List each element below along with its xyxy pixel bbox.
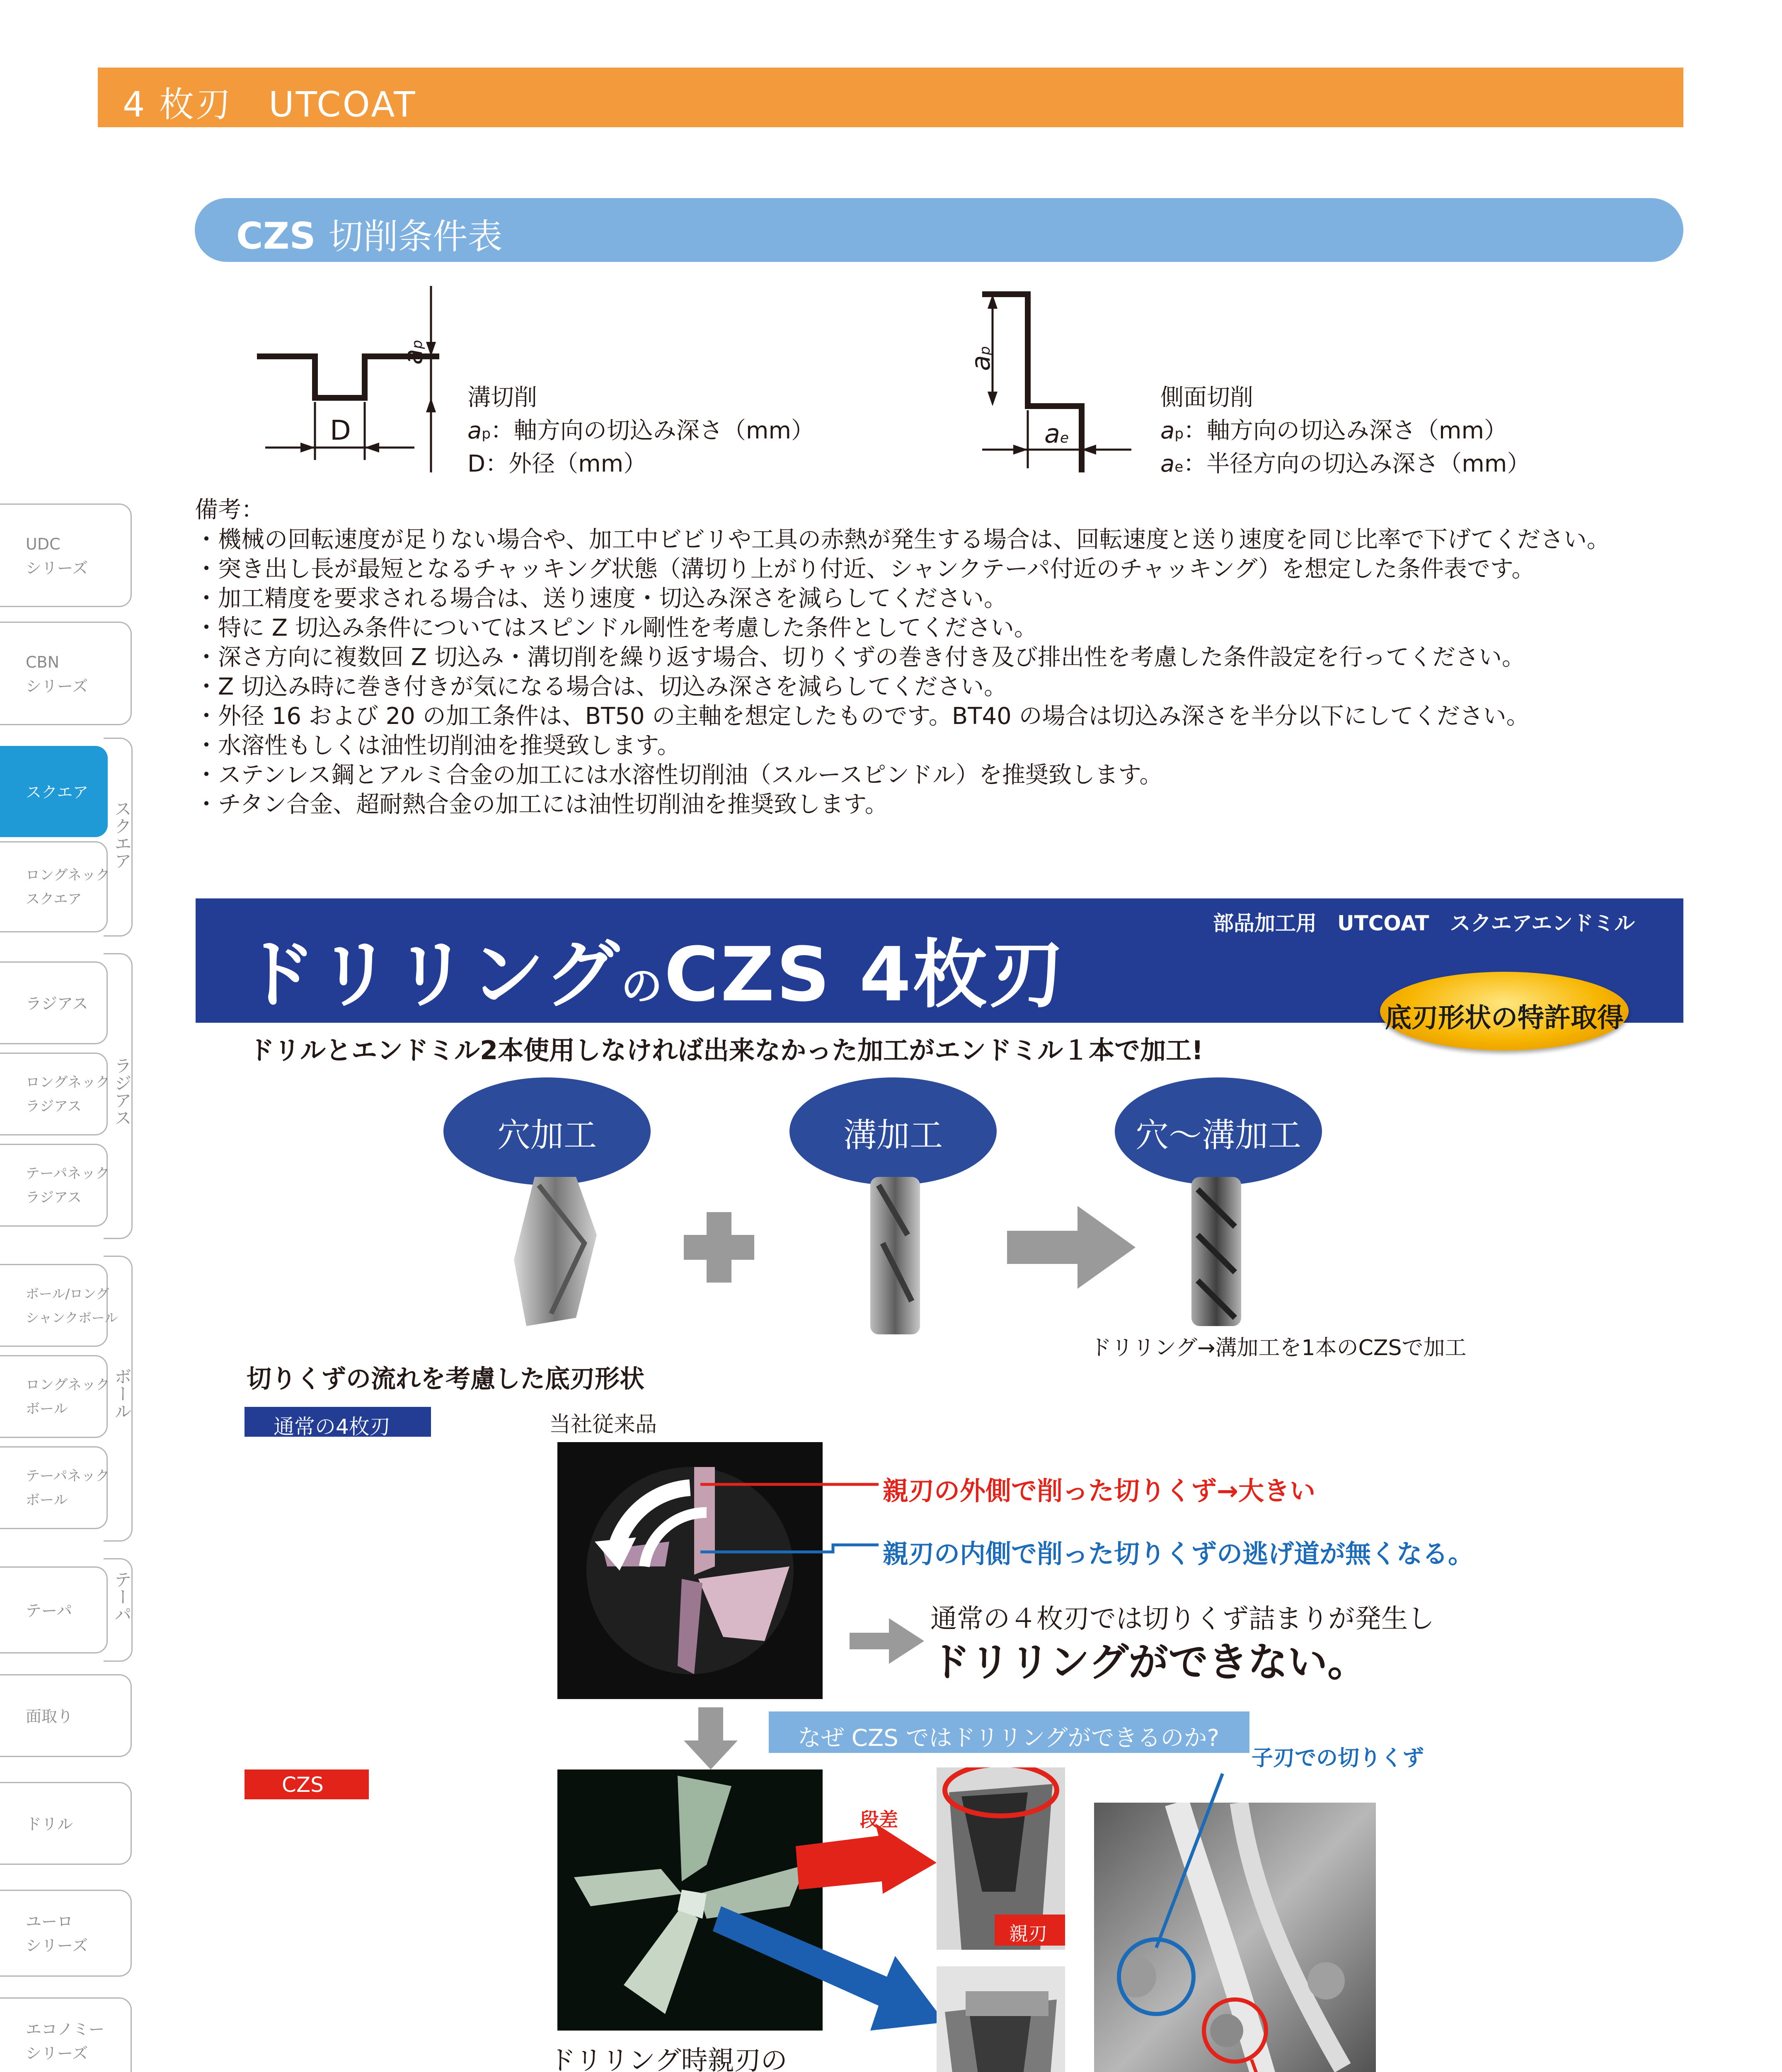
banner-subtitle: 部品加工用 UTCOAT スクエアエンドミル [1213, 911, 1635, 935]
sidebar-group-label: ラジアス [112, 1057, 132, 1126]
sidebar-group-label: テーパ [112, 1571, 132, 1623]
blue-arrow-icon [713, 1906, 945, 2035]
normal-tag-text: 通常の4枚刃 [274, 1415, 390, 1439]
side-line2-sub: e [1174, 459, 1184, 475]
side-ae-label [1044, 419, 1069, 449]
note-item: ・特に Z 切込み条件についてはスピンドル剛性を考慮した条件としてください。 [195, 615, 1037, 641]
side-line1-text: ：軸方向の切込み深さ（mm） [1183, 417, 1508, 444]
why-box [769, 1711, 1249, 1753]
sidebar-tab-square[interactable] [0, 746, 108, 837]
sidebar-group-label: スクエア [112, 800, 132, 869]
groove-line1-sub: p [482, 426, 491, 442]
sidebar-tab-longneck-square[interactable] [0, 841, 108, 932]
down-arrow-icon [684, 1707, 738, 1769]
sidebar-tab-label: ラジアス [26, 995, 88, 1013]
why-box-text: なぜ CZS ではドリリングができるのか? [798, 1725, 1220, 1752]
sidebar-tab-label: テーパネック ボール [26, 1468, 110, 1508]
side-line1-sub: p [1174, 426, 1184, 442]
main-edge-label: 親刃 [1009, 1922, 1047, 1945]
patent-badge [1380, 972, 1629, 1051]
sidebar-tab-ball-long-shank[interactable] [0, 1264, 118, 1347]
note-item: ・Z 切込み時に巻き付きが気になる場合は、切込み深さを減らしてください。 [195, 673, 1007, 700]
sidebar-tab-longneck-radius[interactable] [0, 1053, 108, 1135]
sub-chip-label: 子刃での切りくず [1252, 1746, 1424, 1771]
sidebar-tab-euro[interactable] [0, 1890, 132, 1977]
note-item: ・機械の回転速度が足りない場合や、加工中ビビリや工具の赤熱が発生する場合は、回転速度と送り速度を同じ比率で下げてください。 [195, 526, 1610, 553]
banner-title-rest: CZS 4枚刃 [664, 932, 1065, 1018]
op-label: 穴〜溝加工 [1136, 1116, 1301, 1155]
note-item: ・チタン合金、超耐熱合金の加工には油性切削油を推奨致します。 [195, 791, 888, 818]
note-item: ・ステンレス鋼とアルミ合金の加工には水溶性切削油（スルースピンドル）を推奨致します。 [195, 762, 1163, 789]
chip-annotation-lines [1094, 1761, 1384, 2072]
op-groove-badge [789, 1077, 997, 1185]
sidebar-tab-udc[interactable] [0, 503, 132, 607]
side-ap-label [966, 346, 996, 371]
drill-tool-image [501, 1177, 609, 1326]
sidebar-tab-label: ロングネック ラジアス [26, 1074, 110, 1115]
sidebar-tab-label: ボール/ロング シャンクボール [26, 1286, 118, 1326]
sidebar-tab-economy[interactable] [0, 1997, 132, 2072]
endmill-tool-image [858, 1177, 932, 1334]
sidebar-tab-label: テーパネック ラジアス [26, 1165, 110, 1206]
step-label: 段差 [860, 1808, 898, 1831]
groove-ap-sym: a [398, 349, 428, 365]
patent-badge-text: 底刃形状の特許取得 [1385, 1003, 1624, 1034]
sidebar-tab-drill[interactable] [0, 1782, 132, 1865]
plus-icon [684, 1212, 754, 1283]
groove-line2-text: ：外径（mm） [485, 450, 647, 477]
sidebar-tab-label: ユーロ シリーズ [26, 1912, 88, 1955]
czs-tag [245, 1769, 369, 1799]
drilling-note-line1: ドリリング時親刃の [549, 2045, 787, 2072]
groove-line1 [467, 412, 814, 445]
sidebar-tab-label: ドリル [26, 1815, 73, 1833]
result-arrow-icon [850, 1618, 924, 1664]
section-heading [195, 198, 1683, 262]
main-edge-tag [995, 1915, 1065, 1946]
header-title: 4 枚刃 UTCOAT [123, 84, 417, 125]
sidebar-tab-taperneck-radius[interactable] [0, 1144, 108, 1227]
note-item: ・深さ方向に複数回 Z 切込み・溝切削を繰り返す場合、切りくずの巻き付き及び排出性を考慮した条件設定を行ってください。 [195, 644, 1525, 671]
callout-blue: 親刃の内側で削った切りくずの逃げ道が無くなる。 [883, 1539, 1474, 1569]
banner-title-no: の [621, 962, 664, 1010]
groove-title: 溝切削 [467, 384, 537, 411]
drilling-note [549, 2045, 894, 2072]
groove-ap-sub: p [409, 340, 426, 349]
side-ap-sub: p [977, 346, 993, 355]
groove-line1-text: ：軸方向の切込み深さ（mm） [490, 417, 815, 444]
side-line2 [1160, 445, 1530, 479]
sidebar-tab-label: テーパ [26, 1602, 73, 1620]
sidebar-tab-radius[interactable] [0, 961, 108, 1044]
groove-cutting-diagram [249, 278, 481, 477]
side-line2-text: ：半径方向の切込み深さ（mm） [1183, 450, 1530, 477]
sidebar-tab-taper[interactable] [0, 1566, 108, 1653]
intro-caption: ドリリング→溝加工を1本のCZSで加工 [1090, 1336, 1467, 1360]
conventional-label: 当社従来品 [549, 1412, 657, 1437]
sidebar-tab-label: 面取り [26, 1707, 73, 1726]
right-arrow-icon [1007, 1206, 1136, 1289]
sidebar-tab-longneck-ball[interactable] [0, 1355, 108, 1438]
result-line2: ドリリングができない。 [930, 1639, 1368, 1685]
side-ae-sym: a [1044, 419, 1060, 449]
groove-d-label: D [330, 414, 351, 446]
result-line1: 通常の４枚刃では切りくず詰まりが発生し [930, 1604, 1434, 1634]
side-line1-sym: a [1160, 417, 1175, 444]
normal-tag [245, 1407, 431, 1437]
side-ap-sym: a [966, 355, 996, 371]
sidebar-tab-label: スクエア [26, 783, 89, 801]
groove-line2-sym: D [467, 450, 486, 477]
note-item: ・外径 16 および 20 の加工条件は、BT50 の主軸を想定したものです。BT40 の場合は切込み深さを半分以下にしてください。 [195, 703, 1530, 730]
sidebar-tab-label: CBN シリーズ [26, 653, 88, 695]
note-item: ・水溶性もしくは油性切削油を推奨致します。 [195, 732, 680, 759]
sidebar-tab-label: エコノミー シリーズ [26, 2020, 105, 2062]
intro-tagline: ドリルとエンドミル2本使用しなければ出来なかった加工がエンドミル１本で加工! [249, 1035, 1203, 1065]
sidebar-tab-label: ロングネック ボール [26, 1377, 110, 1417]
banner-title [241, 915, 1065, 1022]
op-hole-groove-badge [1115, 1077, 1322, 1185]
sub-edge-photo [937, 1966, 1065, 2072]
sidebar-tab-taperneck-ball[interactable] [0, 1446, 108, 1529]
chip-heading: 切りくずの流れを考慮した底刃形状 [247, 1365, 644, 1394]
header-band [98, 68, 1683, 127]
op-hole-badge [443, 1077, 651, 1185]
side-title: 側面切削 [1160, 384, 1253, 411]
side-ae-sub: e [1060, 430, 1069, 446]
groove-line2 [467, 445, 646, 479]
sidebar-group-label: ボール [112, 1368, 132, 1420]
sidebar-tab-label: UDC シリーズ [26, 535, 88, 577]
side-line2-sym: a [1160, 450, 1175, 477]
czs-tool-image [1181, 1177, 1252, 1326]
sidebar-tab-chamfer[interactable] [0, 1674, 132, 1757]
red-arrow-icon [796, 1823, 937, 1910]
notes-block [195, 495, 1728, 819]
czs-tag-text: CZS [282, 1773, 324, 1797]
op-label: 穴加工 [497, 1116, 597, 1155]
section-title-wrap [236, 209, 502, 259]
callout-lines [700, 1475, 883, 1558]
side-line1 [1160, 412, 1507, 445]
sidebar-tab-cbn[interactable] [0, 622, 132, 725]
op-label: 溝加工 [843, 1116, 943, 1155]
groove-line1-sym: a [467, 417, 482, 444]
section-code: CZS [236, 215, 316, 257]
groove-ap-label [398, 340, 428, 365]
banner-title-main: ドリリング [241, 932, 621, 1018]
note-item: ・加工精度を要求される場合は、送り速度・切込み深さを減らしてください。 [195, 585, 1007, 612]
section-title: 切削条件表 [328, 216, 503, 257]
callout-red: 親刃の外側で削った切りくず→大きい [883, 1476, 1315, 1506]
sidebar-tab-label: ロングネック スクエア [26, 867, 110, 908]
notes-heading: 備考： [195, 496, 264, 523]
note-item: ・突き出し長が最短となるチャッキング状態（溝切り上がり付近、シャンクテーパ付近のチャッキング）を想定した条件表です。 [195, 556, 1535, 583]
